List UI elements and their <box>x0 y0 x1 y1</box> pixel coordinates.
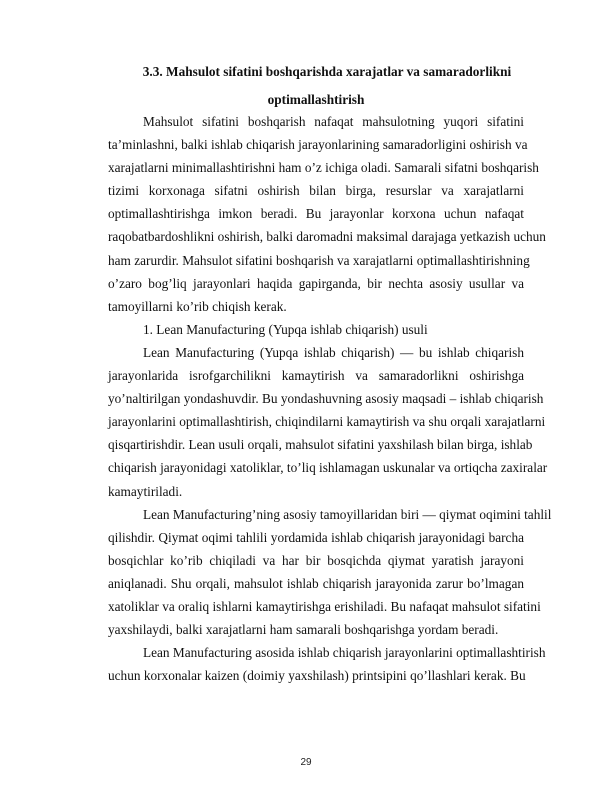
text-line: Mahsulot sifatini boshqarish nafaqat mahsulotning yuqori sifatini <box>143 114 524 129</box>
text-line: o’zaro bog’liq jarayonlari haqida gapirganda, bir nechta asosiy usullar va <box>108 275 524 291</box>
text-line: 1. Lean Manufacturing (Yupqa ishlab chiqarish) usuli <box>143 321 428 337</box>
body-text <box>108 110 552 687</box>
text-line: tamoyillarni ko’rib chiqish kerak. <box>108 298 287 314</box>
text-line: ham zarurdir. Mahsulot sifatini boshqarish va xarajatlarni optimallashtirishning <box>108 252 530 268</box>
text-line: optimallashtirishga imkon beradi. Bu jarayonlar korxona uchun nafaqat <box>108 206 524 222</box>
text-line: jarayonlarini optimallashtirish, chiqindilarni kamaytirish va shu orqali xarajatlarni <box>108 414 546 430</box>
text-line: qilishdir. Qiymat oqimi tahlili yordamida ishlab chiqarish jarayonidagi barcha <box>108 529 524 545</box>
text-line: yaxshilaydi, balki xarajatlarni ham samarali boshqarishga yordam beradi. <box>108 622 499 638</box>
text-line: yo’naltirilgan yondashuvdir. Bu yondashuvning asosiy maqsadi – ishlab chiqarish <box>108 391 544 407</box>
text-line: tizimi korxonaga sifatni oshirish bilan birga, resurslar va xarajatlarni <box>108 183 524 199</box>
page-number: 29 <box>300 757 312 768</box>
section-heading-line-2: optimallashtirish <box>267 92 365 107</box>
text-line: xatoliklar va oraliq ishlarni kamaytirishga erishiladi. Bu nafaqat mahsulot sifatini <box>108 598 541 614</box>
text-line: xarajatlarni minimallashtirishni ham o’z ichiga oladi. Samarali sifatni boshqarish <box>108 160 539 176</box>
text-line: jarayonlarida isrofgarchilikni kamaytirish va samaradorlikni oshirishga <box>108 368 524 384</box>
section-heading-line-1: 3.3. Mahsulot sifatini boshqarishda xarajatlar va samaradorlikni <box>142 64 512 79</box>
text-line: raqobatbardoshlikni oshirish, balki daromadni maksimal darajaga yetkazish uchun <box>108 229 546 245</box>
text-line: aniqlanadi. Shu orqali, mahsulot ishlab chiqarish jarayonida zarur bo’lmagan <box>108 575 524 591</box>
text-line: kamaytiriladi. <box>108 483 183 499</box>
text-line: Lean Manufacturing’ning asosiy tamoyillaridan biri — qiymat oqimini tahlil <box>143 506 552 522</box>
text-line: Lean Manufacturing asosida ishlab chiqarish jarayonlarini optimallashtirish <box>143 645 546 661</box>
text-line: bosqichlar ko’rib chiqiladi va har bir bosqichda qiymat yaratish jarayoni <box>108 552 524 568</box>
text-line: uchun korxonalar kaizen (doimiy yaxshilash) printsipini qo’llashlari kerak. Bu <box>108 668 526 684</box>
text-line: qisqartirishdir. Lean usuli orqali, mahsulot sifatini yaxshilash bilan birga, ishlab <box>108 437 533 453</box>
text-line: Lean Manufacturing (Yupqa ishlab chiqarish) — bu ishlab chiqarish <box>143 344 524 360</box>
text-line: ta’minlashni, balki ishlab chiqarish jarayonlarining samaradorligini oshirish va <box>108 137 528 153</box>
text-line: chiqarish jarayonidagi xatoliklar, to’liq ishlamagan uskunalar va ortiqcha zaxiralar <box>108 460 548 476</box>
